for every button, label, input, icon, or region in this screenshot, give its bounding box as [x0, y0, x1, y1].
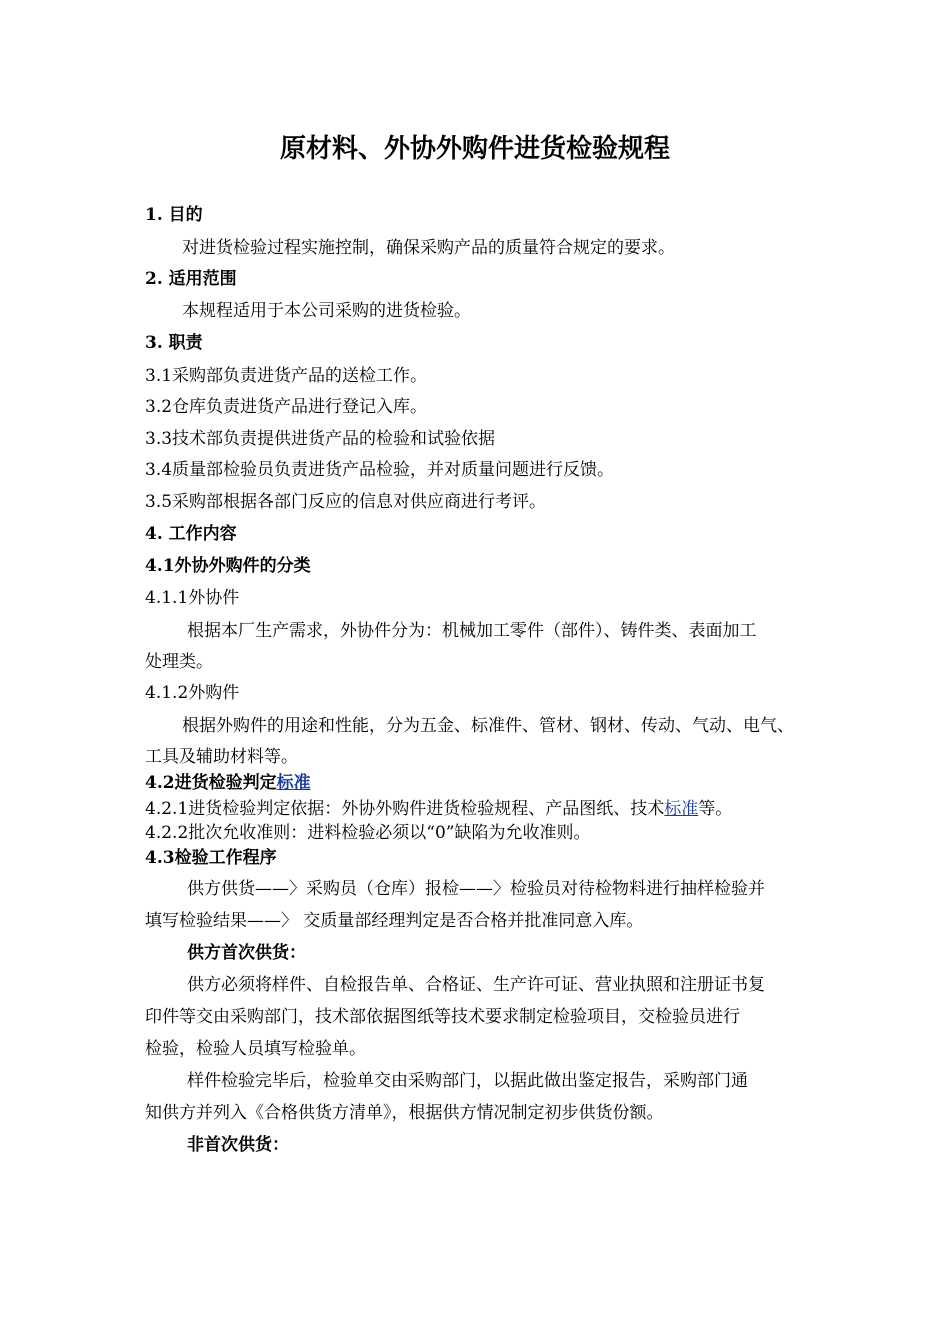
standard-link[interactable]: 标准	[276, 773, 311, 793]
section-4-1-1-text: 处理类。	[145, 652, 213, 672]
document-title: 原材料、外协外购件进货检验规程	[279, 134, 670, 164]
section-4-1-2-text: 工具及辅助材料等。	[145, 747, 298, 767]
first-supply-paragraph: 知供方并列入《合格供货方清单》，根据供方情况制定初步供货份额。	[145, 1103, 664, 1123]
first-supply-heading: 供方首次供货：	[187, 943, 306, 963]
section-2-heading: 2. 适用范围	[145, 269, 237, 289]
first-supply-paragraph: 供方必须将样件、自检报告单、合格证、生产许可证、营业执照和注册证书复	[187, 975, 765, 995]
standard-link[interactable]: 标准	[664, 799, 699, 819]
section-4-1-2-heading: 4.1.2外购件	[145, 683, 240, 703]
first-supply-paragraph: 检验，检验人员填写检验单。	[145, 1039, 366, 1059]
section-4-2-2: 4.2.2批次允收准则：进料检验必须以“0”缺陷为允收准则。	[145, 823, 591, 843]
section-4-3-heading: 4.3检验工作程序	[145, 848, 277, 868]
section-4-2-1-text: 4.2.1进货检验判定依据：外协外购件进货检验规程、产品图纸、技术	[145, 799, 665, 819]
section-4-2-1	[145, 798, 732, 820]
section-4-2-heading-text: 4.2进货检验判定	[145, 773, 277, 793]
section-4-1-2-text: 根据外购件的用途和性能，分为五金、标准件、管材、钢材、传动、气动、电气、	[182, 716, 794, 736]
section-4-heading: 4. 工作内容	[145, 524, 237, 544]
section-3-item: 3.5采购部根据各部门反应的信息对供应商进行考评。	[145, 492, 547, 512]
section-3-heading: 3. 职责	[145, 333, 203, 353]
section-4-1-1-text: 根据本厂生产需求，外协件分为：机械加工零件（部件）、铸件类、表面加工	[187, 621, 757, 641]
section-1-text: 对进货检验过程实施控制，确保采购产品的质量符合规定的要求。	[182, 238, 675, 258]
first-supply-paragraph: 样件检验完毕后，检验单交由采购部门，以据此做出鉴定报告，采购部门通	[187, 1071, 748, 1091]
section-3-item: 3.4质量部检验员负责进货产品检验，并对质量问题进行反馈。	[145, 460, 615, 480]
section-4-2-heading	[145, 772, 311, 794]
section-4-3-flow: 填写检验结果——〉 交质量部经理判定是否合格并批准同意入库。	[145, 911, 644, 931]
section-2-text: 本规程适用于本公司采购的进货检验。	[182, 301, 471, 321]
section-4-1-1-heading: 4.1.1外协件	[145, 588, 240, 608]
section-3-item: 3.1采购部负责进货产品的送检工作。	[145, 366, 428, 386]
non-first-supply-heading: 非首次供货：	[187, 1135, 289, 1155]
section-3-item: 3.3技术部负责提供进货产品的检验和试验依据	[145, 429, 496, 449]
section-4-2-1-text-end: 等。	[698, 799, 733, 819]
section-1-heading: 1. 目的	[145, 205, 203, 225]
section-4-1-heading: 4.1外协外购件的分类	[145, 556, 311, 576]
section-3-item: 3.2仓库负责进货产品进行登记入库。	[145, 397, 428, 417]
first-supply-paragraph: 印件等交由采购部门，技术部依据图纸等技术要求制定检验项目，交检验员进行	[145, 1007, 740, 1027]
section-4-3-flow: 供方供货——〉采购员（仓库）报检——〉检验员对待检物料进行抽样检验并	[187, 879, 765, 899]
